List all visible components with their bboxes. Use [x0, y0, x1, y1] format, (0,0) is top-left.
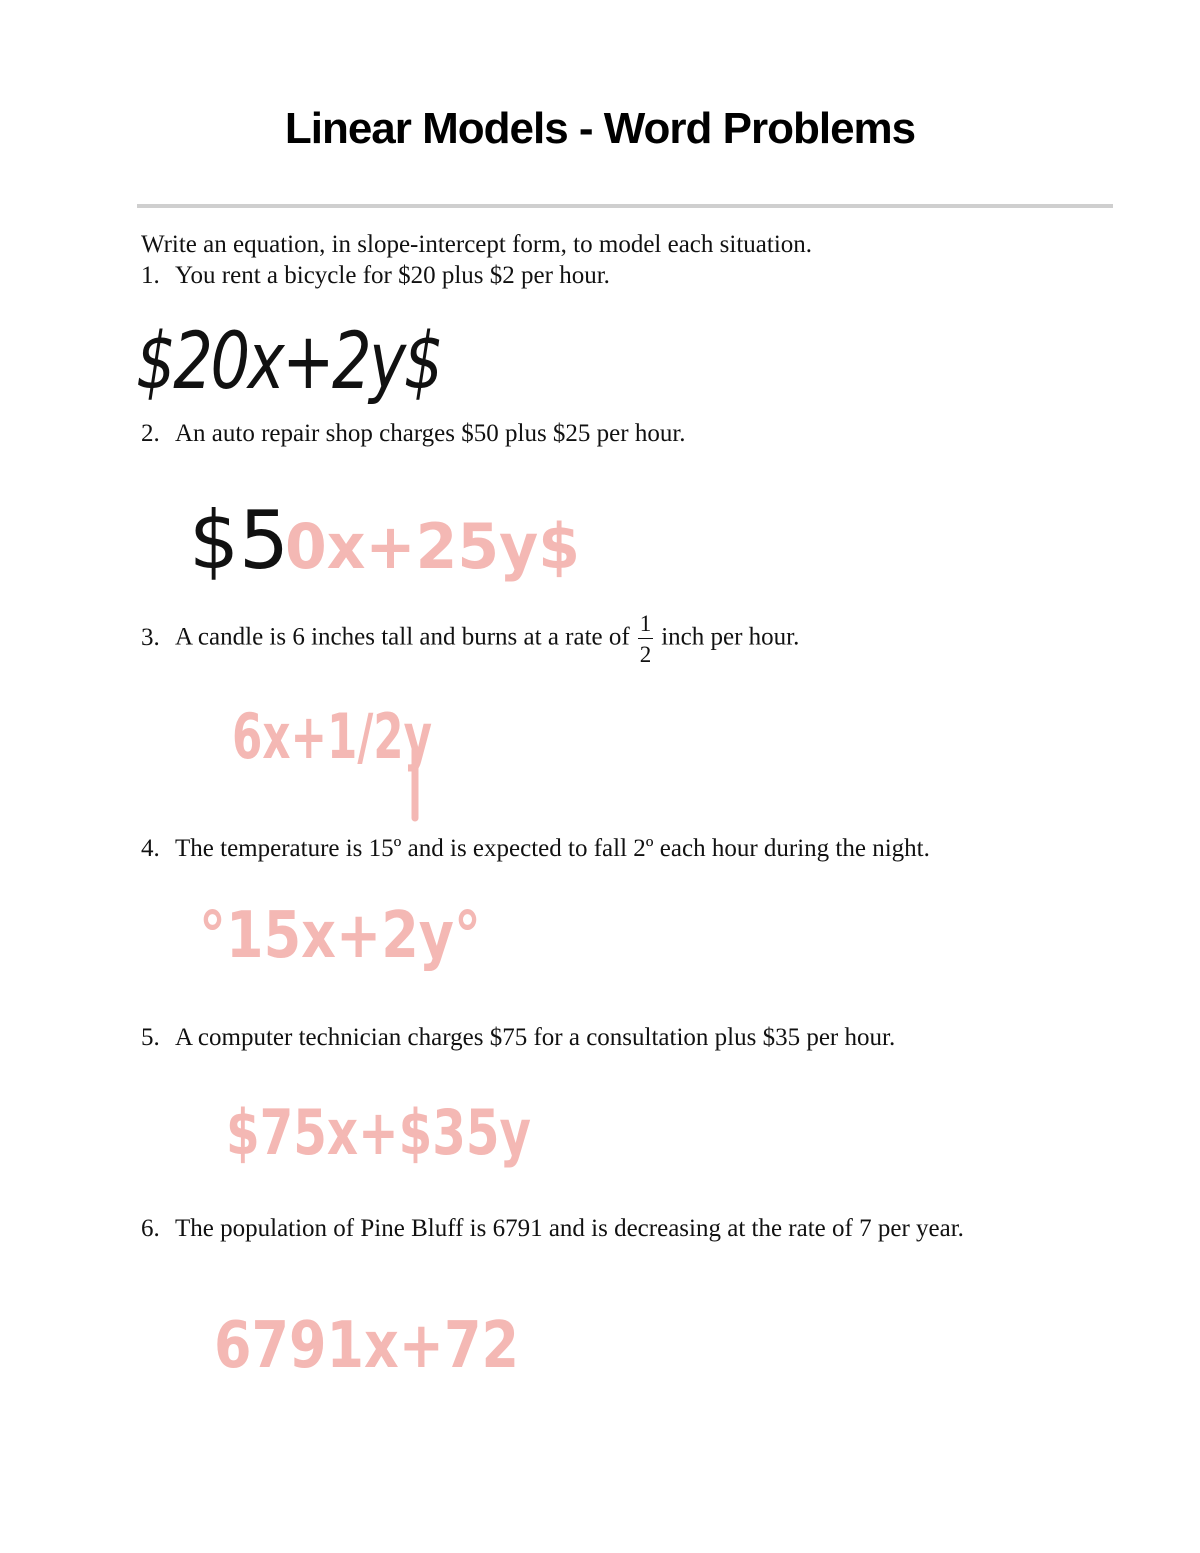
problem-text: You rent a bicycle for $20 plus $2 per hour.	[175, 262, 610, 289]
answer-6-text: 6791x+72	[214, 1309, 519, 1383]
answer-3-text: 6x+1/2y	[232, 700, 432, 773]
problem-text: The temperature is 15º and is expected to fall 2º each hour during the night.	[175, 835, 930, 862]
problem-3	[141, 612, 799, 666]
problem-number: 4.	[141, 835, 160, 862]
problem-number: 5.	[141, 1024, 160, 1051]
problem-text: An auto repair shop charges $50 plus $25 per hour.	[175, 420, 686, 447]
problem-text: The population of Pine Bluff is 6791 and is decreasing at the rate of 7 per year.	[175, 1215, 964, 1242]
answer-1-handwriting	[130, 300, 470, 420]
answer-5-text: $75x+$35y	[226, 1096, 531, 1169]
answer-5-handwriting	[222, 1082, 552, 1182]
answer-2-text-black: $5	[189, 494, 289, 587]
problem-6	[141, 1215, 964, 1243]
problem-1	[141, 262, 610, 290]
problem-5	[141, 1024, 895, 1052]
title-divider	[137, 204, 1113, 208]
answer-4-handwriting	[195, 875, 505, 985]
problem-text-before: A candle is 6 inches tall and burns at a rate of	[175, 623, 630, 651]
answer-2-handwriting	[185, 488, 605, 598]
problem-number: 1.	[141, 262, 160, 289]
problem-2	[141, 420, 686, 448]
problem-4	[141, 835, 930, 863]
page-title: Linear Models - Word Problems	[284, 104, 916, 153]
answer-4-text: °15x+2y°	[199, 899, 481, 973]
instructions: Write an equation, in slope-intercept form, to model each situation.	[141, 231, 813, 258]
problem-number: 3.	[141, 623, 160, 651]
fraction-denominator: 2	[639, 642, 652, 667]
answer-3-handwriting	[228, 690, 468, 830]
problem-text: A computer technician charges $75 for a consultation plus $35 per hour.	[175, 1024, 896, 1051]
answer-6-handwriting	[210, 1295, 540, 1395]
answer-2-text-pink: 0x+25y$	[285, 510, 580, 583]
fraction-numerator: 1	[638, 612, 654, 639]
fraction-one-half	[638, 612, 654, 666]
problem-number: 6.	[141, 1215, 160, 1242]
problem-text-after: inch per hour.	[661, 623, 800, 651]
answer-1-text: $20x+2y$	[136, 317, 441, 407]
problem-number: 2.	[141, 420, 160, 447]
